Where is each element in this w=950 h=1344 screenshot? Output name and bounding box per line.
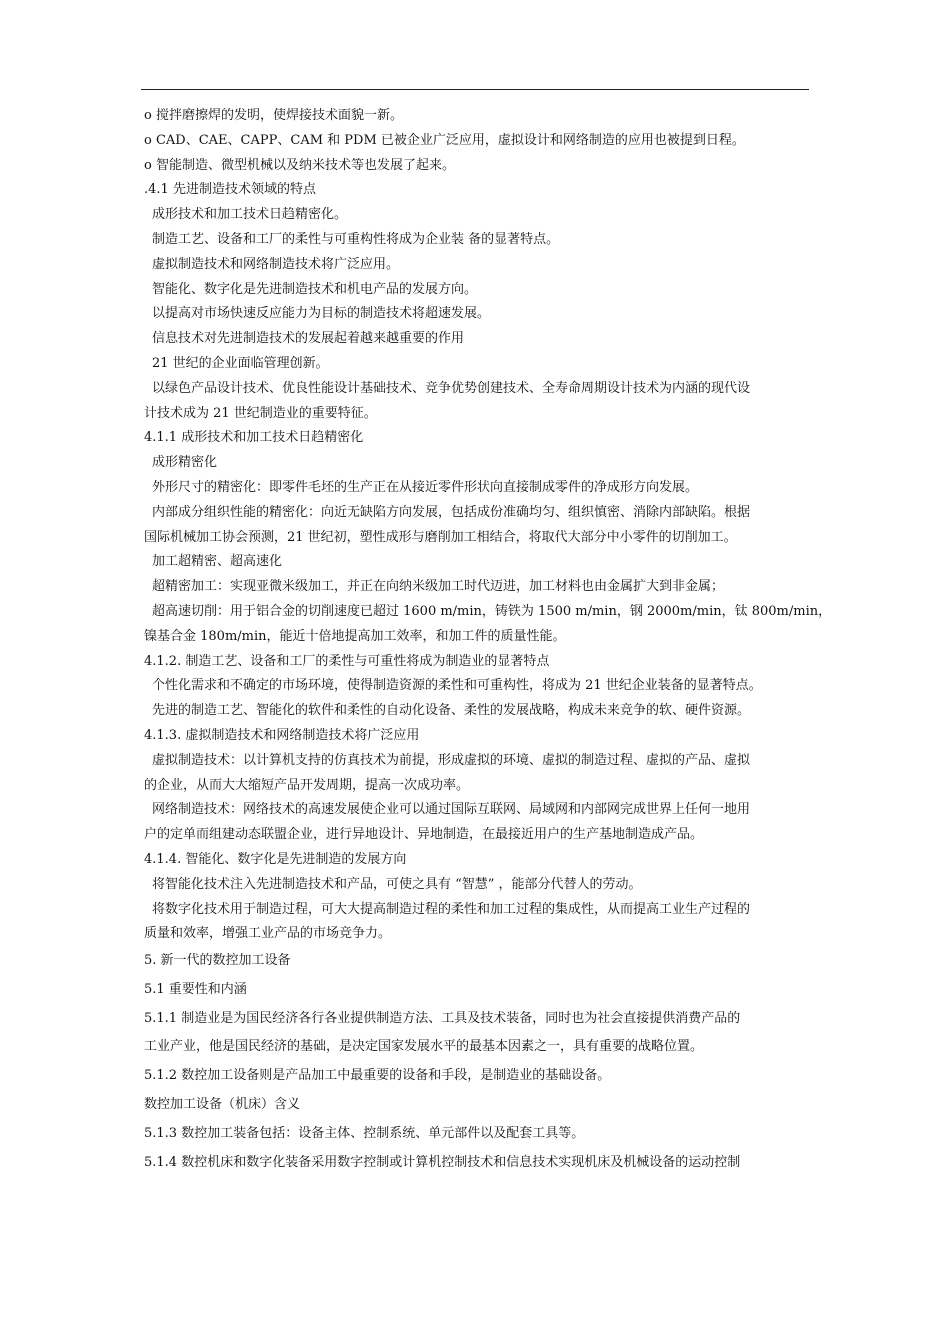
header-rule — [141, 89, 809, 90]
text-line: 质量和效率，增强工业产品的市场竞争力。 — [144, 926, 392, 942]
text-line: 工业产业，他是国民经济的基础，是决定国家发展水平的最基本因素之一，具有重要的战略位置。 — [144, 1039, 704, 1055]
text-line: 虚拟制造技术和网络制造技术将广泛应用。 — [152, 256, 400, 272]
section-heading: 4.1.4. 智能化、数字化是先进制造的发展方向 — [144, 851, 407, 867]
bullet-line: o CAD、CAE、CAPP、CAM 和 PDM 已被企业广泛应用，虚拟设计和网络制造的应用也被提到日程。 — [144, 132, 745, 148]
text-line: 镍基合金 180m/min，能近十倍地提高加工效率，和加工件的质量性能。 — [144, 628, 566, 644]
text-line: 21 世纪的企业面临管理创新。 — [152, 355, 329, 371]
text-line: 超高速切削：用于铝合金的切削速度已超过 1600 m/min，铸铁为 1500 m/min，钢 2000m/min，钛 800m/min， — [152, 603, 832, 619]
text-line: 数控加工设备（机床）含义 — [144, 1097, 301, 1113]
text-line: 成形技术和加工技术日趋精密化。 — [152, 207, 348, 223]
text-line: 5.1.4 数控机床和数字化装备采用数字控制或计算机控制技术和信息技术实现机床及机械设备的运动控制 — [144, 1154, 741, 1170]
bullet-line: o 搅拌磨擦焊的发明，使焊接技术面貌一新。 — [144, 108, 403, 123]
text-line: 虚拟制造技术：以计算机支持的仿真技术为前提，形成虚拟的环境、虚拟的制造过程、虚拟的产品、虚拟 — [152, 752, 751, 768]
section-heading: .4.1 先进制造技术领域的特点 — [144, 182, 316, 198]
text-line: 信息技术对先进制造技术的发展起着越来越重要的作用 — [152, 331, 465, 347]
text-line: 加工超精密、超高速化 — [152, 554, 283, 570]
text-line: 5.1.1 制造业是为国民经济各行各业提供制造方法、工具及技术装备，同时也为社会直接提供消费产品的 — [144, 1010, 741, 1026]
text-line: 5.1.2 数控加工设备则是产品加工中最重要的设备和手段，是制造业的基础设备。 — [144, 1068, 611, 1084]
text-line: 以绿色产品设计技术、优良性能设计基础技术、竞争优势创建技术、全寿命周期设计技术为内涵的现代设 — [152, 380, 751, 396]
text-line: 以提高对市场快速反应能力为目标的制造技术将超速发展。 — [152, 306, 491, 322]
text-line: 网络制造技术：网络技术的高速发展使企业可以通过国际互联网、局域网和内部网完成世界上任何一地用 — [152, 802, 751, 818]
text-line: 将数字化技术用于制造过程，可大大提高制造过程的柔性和加工过程的集成性，从而提高工业生产过程的 — [152, 901, 751, 917]
chapter-heading: 5. 新一代的数控加工设备 — [144, 953, 291, 969]
text-line: 5.1.3 数控加工装备包括：设备主体、控制系统、单元部件以及配套工具等。 — [144, 1125, 585, 1141]
section-heading: 4.1.3. 虚拟制造技术和网络制造技术将广泛应用 — [144, 727, 420, 743]
text-line: 计技术成为 21 世纪制造业的重要特征。 — [144, 405, 377, 421]
text-line: 个性化需求和不确定的市场环境，使得制造资源的柔性和可重构性，将成为 21 世纪企业装备的显著特点。 — [152, 678, 762, 694]
text-line: 内部成分组织性能的精密化：向近无缺陷方向发展，包括成份准确均匀、组织慎密、消除内部缺陷。根据 — [152, 504, 751, 520]
text-line: 国际机械加工协会预测，21 世纪初，塑性成形与磨削加工相结合，将取代大部分中小零件的切削加工。 — [144, 529, 737, 545]
text-line: 外形尺寸的精密化：即零件毛坯的生产正在从接近零件形状向直接制成零件的净成形方向发展。 — [152, 479, 699, 495]
text-line: 的企业，从而大大缩短产品开发周期，提高一次成功率。 — [144, 777, 470, 793]
section-heading: 4.1.2. 制造工艺、设备和工厂的柔性与可重性将成为制造业的显著特点 — [144, 653, 550, 669]
text-line: 成形精密化 — [152, 455, 218, 471]
section-heading: 4.1.1 成形技术和加工技术日趋精密化 — [144, 430, 364, 446]
section-heading: 5.1 重要性和内涵 — [144, 981, 247, 997]
text-line: 超精密加工：实现亚微米级加工，并正在向纳米级加工时代迈进，加工材料也由金属扩大到非金属； — [152, 579, 725, 595]
text-line: 先进的制造工艺、智能化的软件和柔性的自动化设备、柔性的发展战略，构成未来竞争的软、硬件资源。 — [152, 703, 751, 719]
text-line: 户的定单而组建动态联盟企业，进行异地设计、异地制造，在最接近用户的生产基地制造成产品。 — [144, 827, 704, 843]
document-body — [144, 104, 832, 1177]
text-line: 智能化、数字化是先进制造技术和机电产品的发展方向。 — [152, 281, 478, 297]
bullet-line: o 智能制造、微型机械以及纳米技术等也发展了起来。 — [144, 157, 455, 173]
text-line: 制造工艺、设备和工厂的柔性与可重构性将成为企业装 备的显著特点。 — [152, 231, 560, 247]
text-line: 将智能化技术注入先进制造技术和产品，可使之具有 “智慧” ，能部分代替人的劳动。 — [152, 876, 642, 892]
